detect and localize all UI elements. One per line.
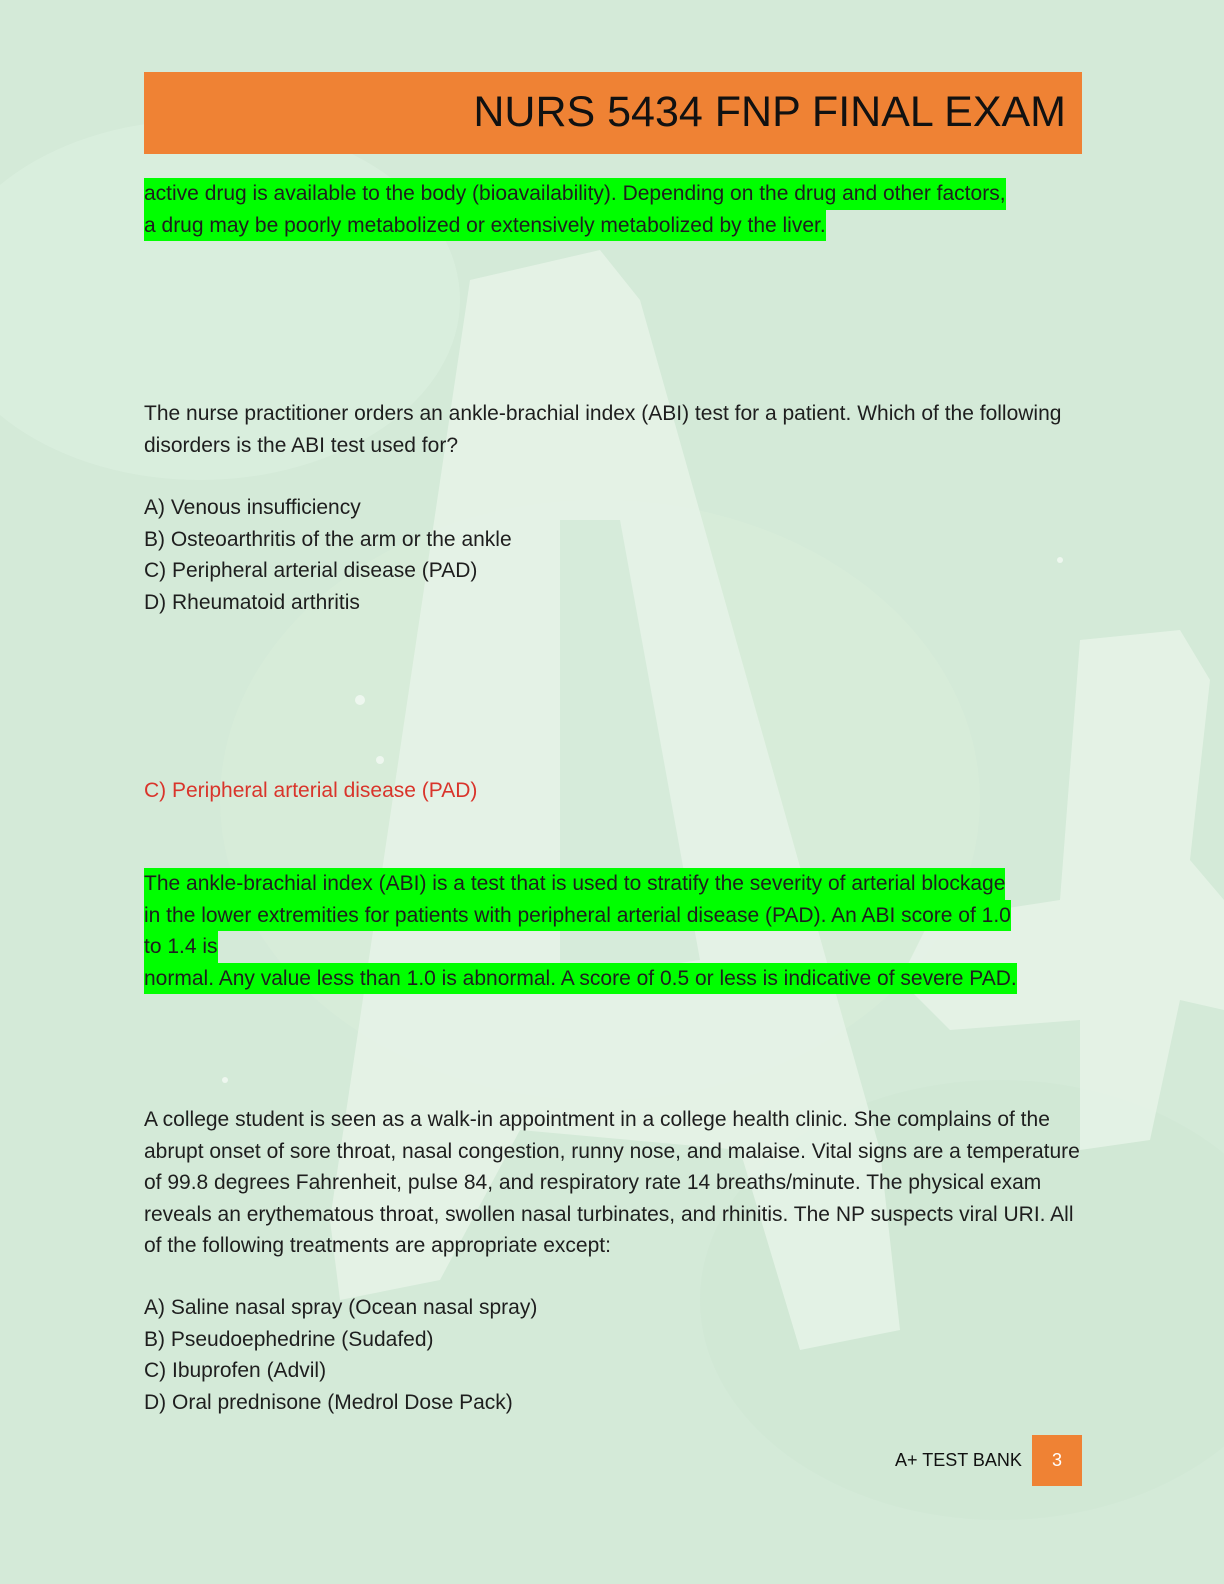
- highlighted-line: to 1.4 is: [144, 931, 218, 963]
- question-1-answer: C) Peripheral arterial disease (PAD): [144, 779, 478, 802]
- highlighted-line: a drug may be poorly metabolized or extensively metabolized by the liver.: [144, 210, 826, 242]
- question-2-stem: A college student is seen as a walk-in appointment in a college health clinic. She complains of the abrupt onset of sore throat, nasal congestion, runny nose, and malaise. Vital signs are a temperature of 99.8 degrees Fahrenheit, pulse 84, and respiratory rate 14 breaths/minute. The physical exam reveals an erythematous throat, swollen nasal turbinates, and rhinitis. The NP suspects viral URI. All of the following treatments are appropriate except:: [144, 1108, 1080, 1257]
- option-b: B) Osteoarthritis of the arm or the ankle: [144, 527, 512, 551]
- question-1-options: [144, 492, 1044, 618]
- footer-label: A+ TEST BANK: [895, 1450, 1022, 1470]
- highlighted-line: The ankle-brachial index (ABI) is a test that is used to stratify the severity of arterial blockage: [144, 868, 1005, 900]
- header-bar: [144, 72, 1082, 154]
- option-d: D) Oral prednisone (Medrol Dose Pack): [144, 1390, 513, 1414]
- option-c: C) Peripheral arterial disease (PAD): [144, 559, 478, 582]
- highlighted-line: active drug is available to the body (bioavailability). Depending on the drug and other factors,: [144, 178, 1006, 210]
- option-d: D) Rheumatoid arthritis: [144, 590, 360, 614]
- question-1-rationale: [144, 868, 1084, 994]
- option-b: B) Pseudoephedrine (Sudafed): [144, 1327, 434, 1351]
- highlighted-line: in the lower extremities for patients with peripheral arterial disease (PAD). An ABI score of 1.0: [144, 900, 1011, 932]
- question-1-stem: The nurse practitioner orders an ankle-brachial index (ABI) test for a patient. Which of the following disorders is the ABI test used for?: [144, 402, 1062, 457]
- highlighted-line: normal. Any value less than 1.0 is abnormal. A score of 0.5 or less is indicative of severe PAD.: [144, 963, 1017, 995]
- page-number: 3: [1032, 1435, 1082, 1486]
- option-a: A) Venous insufficiency: [144, 496, 361, 519]
- question-2-options: [144, 1292, 1044, 1418]
- option-c: C) Ibuprofen (Advil): [144, 1359, 327, 1382]
- continuation-paragraph: [144, 178, 1084, 241]
- page-title: NURS 5434 FNP FINAL EXAM: [473, 88, 1066, 136]
- option-a: A) Saline nasal spray (Ocean nasal spray): [144, 1296, 538, 1319]
